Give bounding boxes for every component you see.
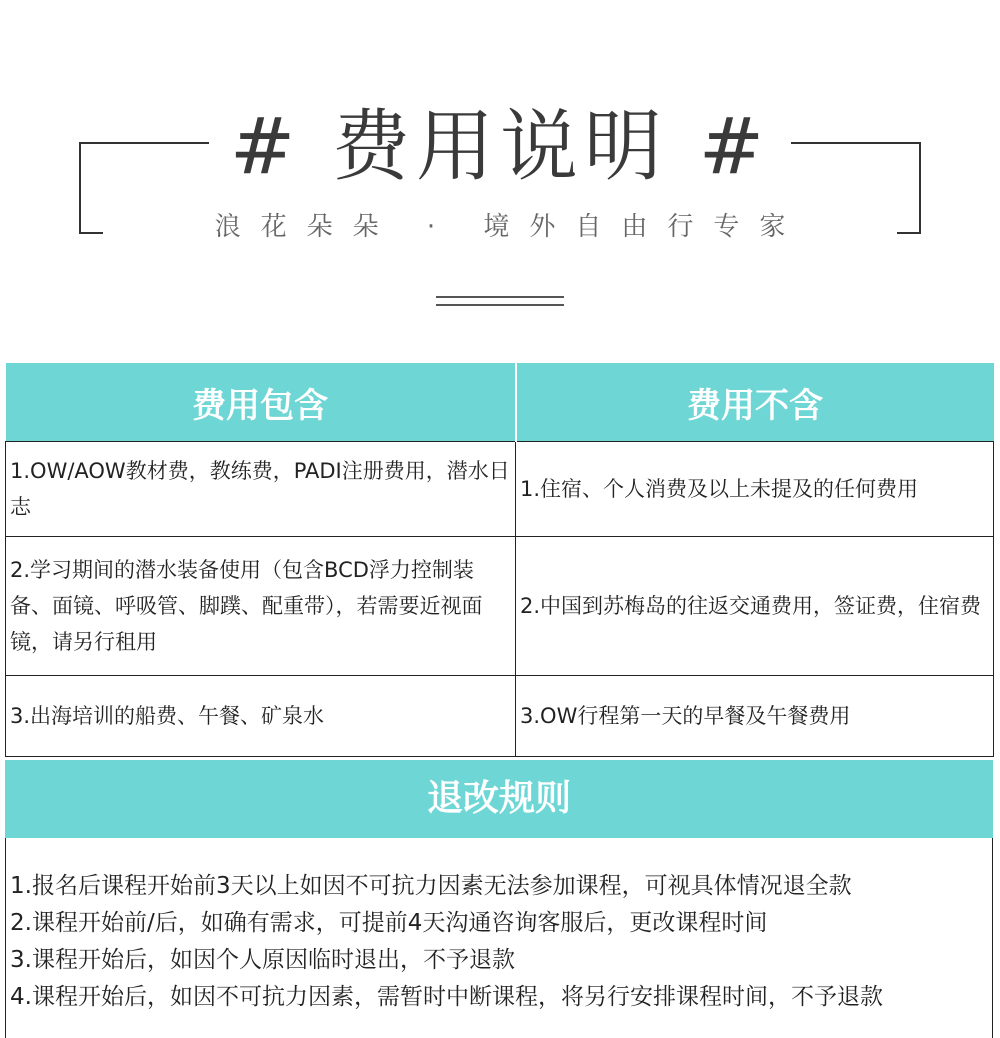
cost-table xyxy=(5,363,994,757)
page-title: # 费用说明 # xyxy=(229,102,771,192)
table-row xyxy=(6,442,994,537)
included-header: 费用包含 xyxy=(6,363,516,442)
refund-rule: 4.课程开始后，如因不可抗力因素，需暂时中断课程，将另行安排课程时间，不予退款 xyxy=(10,984,883,1010)
cost-table-header-row xyxy=(6,363,994,442)
refund-rule: 3.课程开始后，如因个人原因临时退出，不予退款 xyxy=(10,947,515,973)
title-divider xyxy=(436,296,564,306)
refund-rule: 1.报名后课程开始前3天以上如因不可抗力因素无法参加课程，可视具体情况退全款 xyxy=(10,873,852,899)
excluded-cell: 2.中国到苏梅岛的往返交通费用，签证费，住宿费 xyxy=(516,537,994,676)
excluded-header: 费用不含 xyxy=(516,363,994,442)
excluded-cell: 3.OW行程第一天的早餐及午餐费用 xyxy=(516,676,994,757)
page-subtitle: 浪花朵朵 · 境外自由行专家 xyxy=(214,212,806,242)
table-row xyxy=(6,676,994,757)
refund-rules-box xyxy=(5,838,993,1038)
included-cell: 3.出海培训的船费、午餐、矿泉水 xyxy=(6,676,516,757)
table-row xyxy=(6,537,994,676)
included-cell: 1.OW/AOW教材费，教练费，PADI注册费用，潜水日志 xyxy=(6,442,516,537)
refund-rule: 2.课程开始前/后，如确有需求，可提前4天沟通咨询客服后，更改课程时间 xyxy=(10,910,768,936)
included-cell: 2.学习期间的潜水装备使用（包含BCD浮力控制装备、面镜、呼吸管、脚蹼、配重带），若需要近视面镜，请另行租用 xyxy=(6,537,516,676)
refund-section-title: 退改规则 xyxy=(5,760,993,838)
excluded-cell: 1.住宿、个人消费及以上未提及的任何费用 xyxy=(516,442,994,537)
